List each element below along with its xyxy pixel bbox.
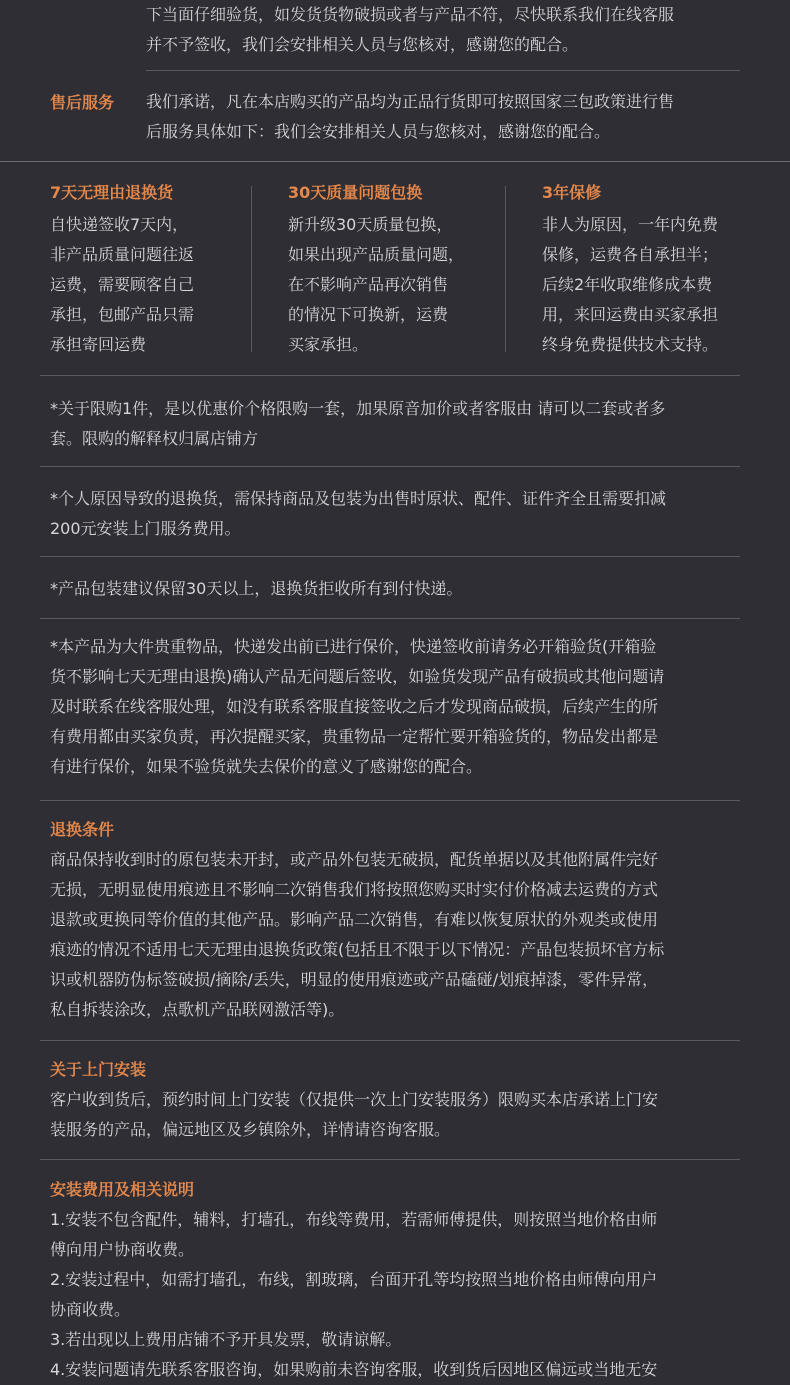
text-line: 下当面仔细验货，如发货货物破损或者与产品不符，尽快联系我们在线客服: [146, 5, 675, 24]
text-line: 在不影响产品再次销售: [288, 275, 449, 294]
note-personal-return: [50, 484, 750, 544]
text-line: 识或机器防伪标签破损/摘除/丢失，明显的使用痕迹或产品磕碰/划痕掉漆，零件异常，: [50, 970, 659, 989]
return-7days-column: [50, 178, 250, 360]
divider: [146, 70, 740, 71]
text-line: 后服务具体如下：我们会安排相关人员与您核对，感谢您的配合。: [146, 122, 611, 141]
text-line: 有进行保价，如果不验货就失去保价的意义了感谢您的配合。: [50, 757, 483, 776]
column-title: 30天质量问题包换: [288, 183, 423, 202]
text-line: *关于限购1件，是以优惠价个格限购一套，加果原音加价或者客服由 请可以二套或者多: [50, 399, 666, 418]
return-conditions-section: [50, 815, 750, 1025]
note-purchase-limit: [50, 394, 750, 454]
installation-section: [50, 1055, 750, 1145]
column-title: 7天无理由退换货: [50, 183, 174, 202]
text-line: 有费用都由买家负责，再次提醒买家，贵重物品一定帮忙要开箱验货的，物品发出都是: [50, 727, 659, 746]
text-line: *本产品为大件贵重物品，快递发出前已进行保价，快递签收前请务必开箱验货(开箱验: [50, 637, 657, 656]
after-sales-paragraph: [146, 87, 746, 147]
note-packaging: [50, 574, 750, 604]
text-line: 退款或更换同等价值的其他产品。影响产品二次销售，有难以恢复原状的外观类或使用: [50, 910, 659, 929]
text-line: *产品包装建议保留30天以上，退换货拒收所有到付快递。: [50, 579, 463, 598]
text-line: 傅向用户协商收费。: [50, 1240, 195, 1259]
text-line: 协商收费。: [50, 1300, 131, 1319]
text-line: 4.安装问题请先联系客服咨询，如果购前未咨询客服，收到货后因地区偏远或当地无安: [50, 1360, 658, 1379]
text-line: 自快递签收7天内，: [50, 215, 189, 234]
divider: [40, 800, 740, 801]
inspection-paragraph: [146, 0, 746, 60]
text-line: 无损，无明显使用痕迹且不影响二次销售我们将按照您购买时实付价格减去运费的方式: [50, 880, 659, 899]
text-line: 3.若出现以上费用店铺不予开具发票，敬请谅解。: [50, 1330, 402, 1349]
text-line: 及时联系在线客服处理，如没有联系客服直接签收之后才发现商品破损，后续产生的所: [50, 697, 659, 716]
divider: [40, 1040, 740, 1041]
note-valuable-items: [50, 632, 750, 782]
text-line: 运费，需要顾客自己: [50, 275, 195, 294]
after-sales-label: 售后服务: [50, 93, 115, 112]
text-line: 2.安装过程中，如需打墙孔，布线，割玻璃，台面开孔等均按照当地价格由师傅向用户: [50, 1270, 658, 1289]
text-line: 买家承担。: [288, 335, 369, 354]
text-line: 如果出现产品质量问题，: [288, 245, 465, 264]
column-divider: [251, 186, 252, 352]
section-title: 退换条件: [50, 820, 115, 839]
text-line: 用，来回运费由买家承担: [542, 305, 719, 324]
section-title: 安装费用及相关说明: [50, 1180, 195, 1199]
text-line: 的情况下可换新，运费: [288, 305, 449, 324]
column-title: 3年保修: [542, 183, 602, 202]
text-line: 非产品质量问题往返: [50, 245, 195, 264]
text-line: 承担寄回运费: [50, 335, 147, 354]
text-line: 终身免费提供技术支持。: [542, 335, 719, 354]
divider: [40, 466, 740, 467]
divider: [40, 618, 740, 619]
installation-fees-section: [50, 1175, 750, 1385]
text-line: 非人为原因，一年内免费: [542, 215, 719, 234]
section-title: 关于上门安装: [50, 1060, 147, 1079]
divider: [40, 556, 740, 557]
text-line: 承担，包邮产品只需: [50, 305, 195, 324]
section-divider: [0, 161, 790, 162]
text-line: 我们承诺，凡在本店购买的产品均为正品行货即可按照国家三包政策进行售: [146, 92, 675, 111]
text-line: 痕迹的情况不适用七天无理由退换货政策(包括且不限于以下情况：产晶包装损坏官方标: [50, 940, 665, 959]
text-line: 装服务的产品，偏远地区及乡镇除外，详情请咨询客服。: [50, 1120, 451, 1139]
text-line: 并不予签收，我们会安排相关人员与您核对，感谢您的配合。: [146, 35, 579, 54]
text-line: 套。限购的解释权归属店铺方: [50, 429, 259, 448]
text-line: 后续2年收取维修成本费: [542, 275, 713, 294]
column-divider: [505, 186, 506, 352]
text-line: 私自拆装涂改，点歌机产品联网激活等)。: [50, 1000, 345, 1019]
text-line: 货不影响七天无理由退换)确认产品无问题后签收，如验货发现产品有破损或其他问题请: [50, 667, 665, 686]
text-line: 200元安装上门服务费用。: [50, 519, 241, 538]
text-line: 保修，运费各自承担半；: [542, 245, 719, 264]
quality-30days-column: [288, 178, 498, 360]
text-line: *个人原因导致的退换货，需保持商品及包装为出售时原状、配件、证件齐全且需要扣减: [50, 489, 667, 508]
divider: [40, 375, 740, 376]
warranty-3years-column: [542, 178, 752, 360]
text-line: 1.安装不包含配件，辅料，打墙孔，布线等费用，若需师傅提供，则按照当地价格由师: [50, 1210, 658, 1229]
text-line: 商品保持收到时的原包装未开封，或产品外包装无破损，配货单据以及其他附属件完好: [50, 850, 659, 869]
text-line: 新升级30天质量包换，: [288, 215, 453, 234]
text-line: 客户收到货后，预约时间上门安装（仅提供一次上门安装服务）限购买本店承诺上门安: [50, 1090, 659, 1109]
divider: [40, 1159, 740, 1160]
